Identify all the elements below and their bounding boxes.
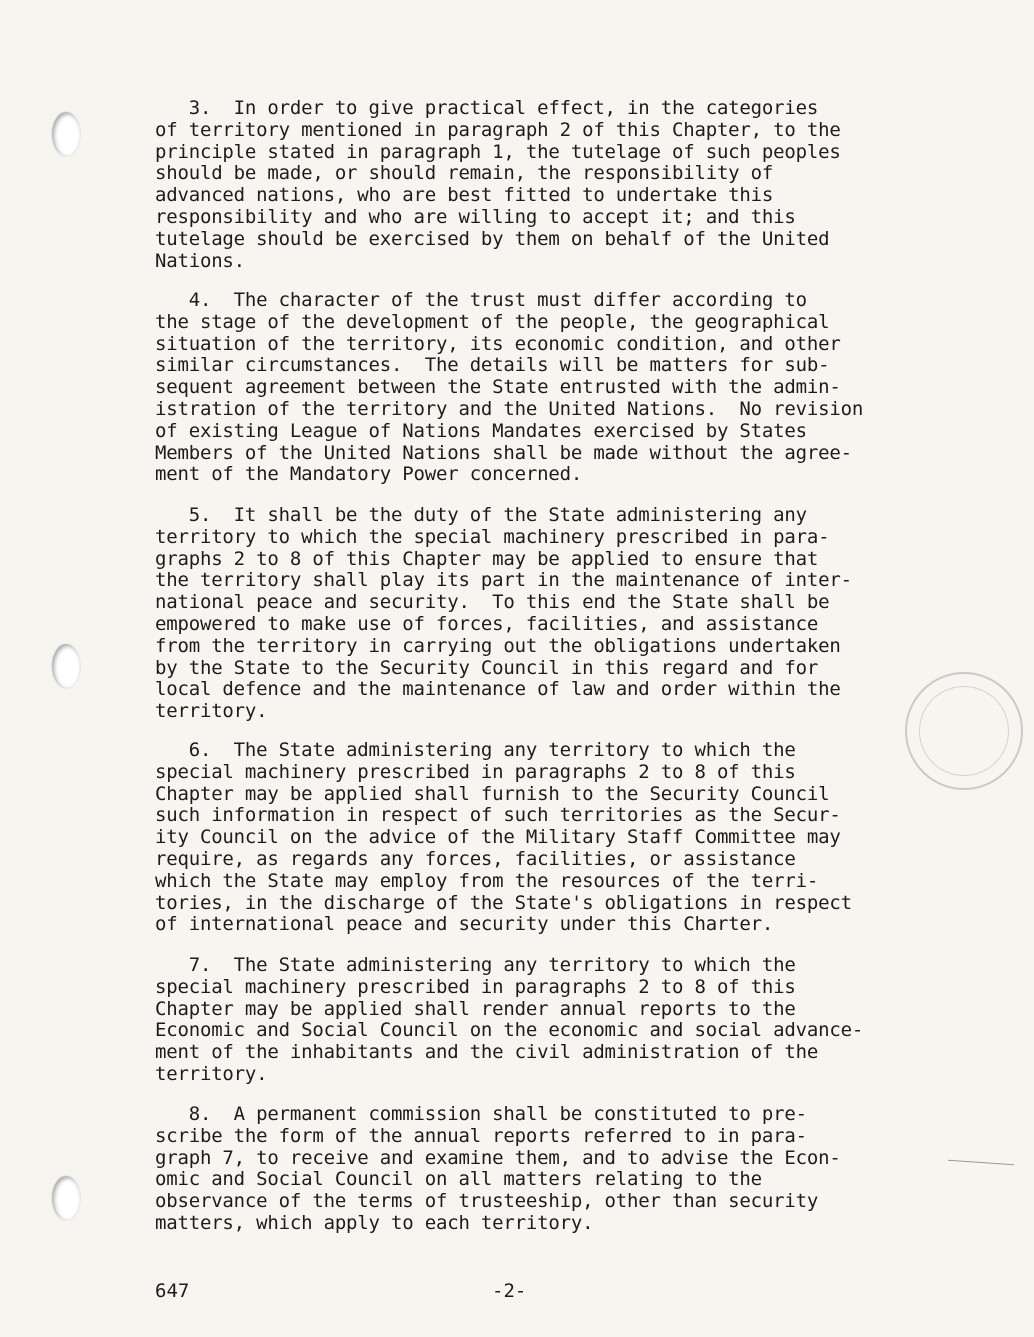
punch-hole	[52, 644, 80, 688]
text-line: situation of the territory, its economic condition, and other	[155, 332, 841, 355]
archive-stamp	[905, 672, 1023, 790]
archive-stamp-ring	[919, 686, 1009, 776]
text-line: graphs 2 to 8 of this Chapter may be applied to ensure that	[155, 547, 819, 570]
text-line: 7. The State administering any territory to which the	[155, 954, 796, 976]
text-line: 5. It shall be the duty of the State administering any	[155, 504, 807, 526]
text-line: Chapter may be applied shall furnish to the Security Council	[155, 782, 830, 805]
text-line: empowered to make use of forces, facilities, and assistance	[155, 612, 819, 635]
text-line: responsibility and who are willing to accept it; and this	[155, 205, 796, 228]
stray-pen-mark	[948, 1160, 1014, 1166]
text-line: the stage of the development of the people, the geographical	[155, 310, 830, 333]
text-line: territory.	[155, 1062, 268, 1085]
punch-hole	[52, 112, 80, 156]
text-line: istration of the territory and the United Nations. No revision	[155, 397, 864, 420]
paragraph-3	[155, 98, 841, 272]
text-line: ment of the inhabitants and the civil administration of the	[155, 1041, 819, 1064]
page-number: -2-	[492, 1280, 527, 1302]
text-line: omic and Social Council on all matters relating to the	[155, 1168, 762, 1191]
text-line: sequent agreement between the State entrusted with the admin-	[155, 376, 841, 399]
text-line: similar circumstances. The details will be matters for sub-	[155, 354, 830, 377]
text-line: advanced nations, who are best fitted to undertake this	[155, 184, 774, 207]
paragraph-6	[155, 740, 852, 936]
text-line: 4. The character of the trust must differ according to	[155, 289, 807, 311]
text-line: special machinery prescribed in paragraphs 2 to 8 of this	[155, 760, 796, 783]
text-line: principle stated in paragraph 1, the tutelage of such peoples	[155, 140, 841, 163]
punch-hole	[52, 1176, 80, 1220]
text-line: territory to which the special machinery prescribed in para-	[155, 525, 830, 548]
text-line: tutelage should be exercised by them on behalf of the United	[155, 227, 830, 250]
paragraph-8	[155, 1104, 841, 1235]
text-line: 8. A permanent commission shall be constituted to pre-	[155, 1103, 807, 1125]
text-line: the territory shall play its part in the maintenance of inter-	[155, 569, 852, 592]
text-line: such information in respect of such territories as the Secur-	[155, 804, 841, 827]
text-line: 3. In order to give practical effect, in the categories	[155, 97, 819, 119]
text-line: graph 7, to receive and examine them, and to advise the Econ-	[155, 1146, 841, 1169]
text-line: Chapter may be applied shall render annual reports to the	[155, 997, 796, 1020]
text-line: scribe the form of the annual reports referred to in para-	[155, 1124, 807, 1147]
text-line: should be made, or should remain, the responsibility of	[155, 162, 774, 185]
text-line: Economic and Social Council on the economic and social advance-	[155, 1019, 864, 1042]
text-line: matters, which apply to each territory.	[155, 1211, 594, 1234]
text-line: local defence and the maintenance of law and order within the	[155, 678, 841, 701]
text-line: territory.	[155, 700, 268, 723]
paragraph-7	[155, 955, 863, 1086]
text-line: tories, in the discharge of the State's obligations in respect	[155, 891, 852, 914]
text-line: national peace and security. To this end the State shall be	[155, 591, 830, 614]
paragraph-4	[155, 290, 863, 486]
document-number: 647	[155, 1280, 190, 1302]
text-line: observance of the terms of trusteeship, other than security	[155, 1190, 819, 1213]
text-line: by the State to the Security Council in this regard and for	[155, 656, 819, 679]
text-line: ity Council on the advice of the Military Staff Committee may	[155, 826, 841, 849]
text-line: from the territory in carrying out the obligations undertaken	[155, 634, 841, 657]
text-line: ment of the Mandatory Power concerned.	[155, 463, 583, 486]
paragraph-5	[155, 505, 852, 723]
text-line: of existing League of Nations Mandates exercised by States	[155, 419, 807, 442]
text-line: require, as regards any forces, facilities, or assistance	[155, 847, 796, 870]
text-line: Members of the United Nations shall be made without the agree-	[155, 441, 852, 464]
text-line: 6. The State administering any territory to which the	[155, 739, 796, 761]
text-line: of territory mentioned in paragraph 2 of this Chapter, to the	[155, 118, 841, 141]
text-line: Nations.	[155, 249, 245, 272]
text-line: which the State may employ from the resources of the terri-	[155, 869, 819, 892]
text-line: special machinery prescribed in paragraphs 2 to 8 of this	[155, 975, 796, 998]
text-line: of international peace and security under this Charter.	[155, 913, 774, 936]
